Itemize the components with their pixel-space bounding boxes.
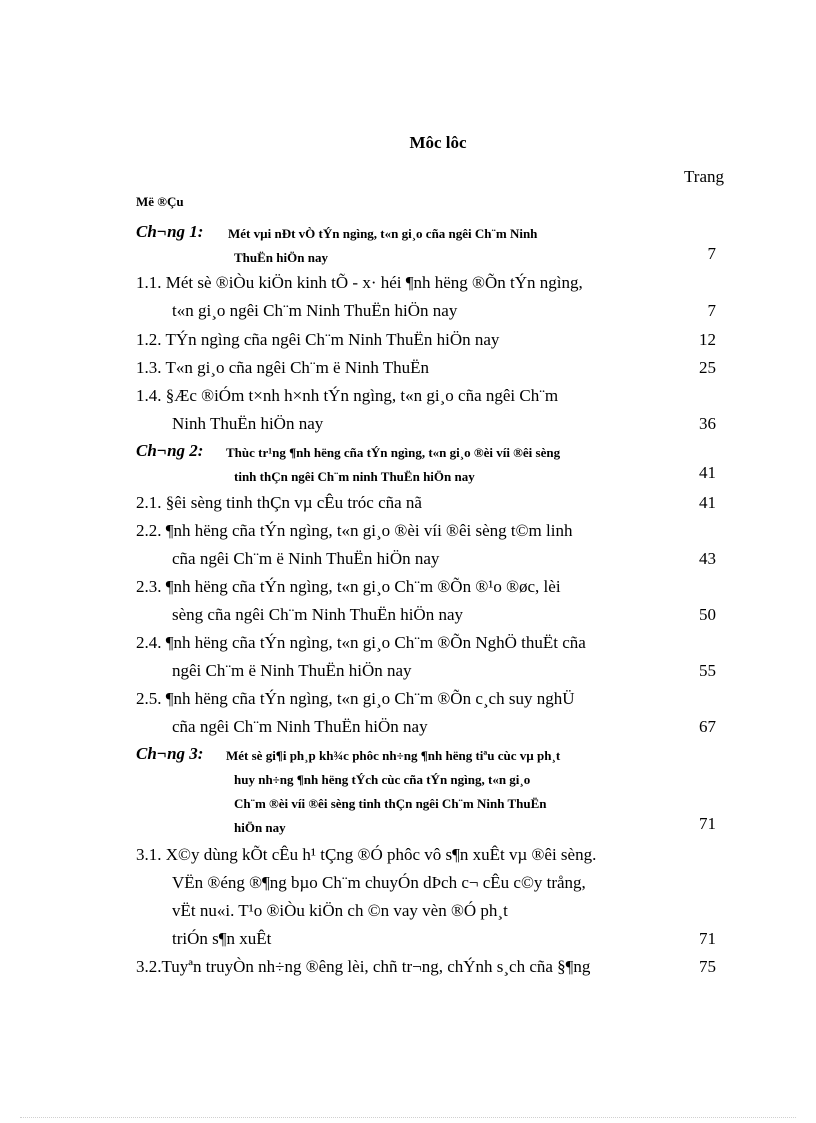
entry-text-line: ngêi Ch¨m ë Ninh ThuËn hiÖn nay — [172, 661, 412, 680]
chapter-title-line: Mét sè gi¶i ph¸p kh¾c phôc nh÷ng ¶nh hëng tiªu cùc vµ ph¸t — [226, 748, 561, 763]
entry-text-line: cña ngêi Ch¨m Ninh ThuËn hiÖn nay — [172, 717, 428, 736]
entry-text-line: 2.4. ¶nh hëng cña tÝn ngìng, t«n gi¸o Ch¨m ®Õn NghÖ thuËt cña — [136, 633, 586, 652]
page-number: 41 — [699, 493, 716, 512]
toc-entry-2-5 — [136, 685, 716, 741]
toc-entry-2-2 — [136, 517, 716, 573]
page-number: 36 — [699, 414, 716, 433]
page-number: 67 — [699, 717, 716, 736]
toc-entry-2-4 — [136, 629, 716, 685]
toc-entry-1-3 — [136, 354, 716, 382]
page-number: 71 — [699, 814, 716, 833]
toc-title: Môc lôc — [409, 133, 467, 152]
page-bottom-divider — [20, 1117, 796, 1118]
entry-text-line: cña ngêi Ch¨m ë Ninh ThuËn hiÖn nay — [172, 549, 440, 568]
entry-text-line: 1.2. TÝn ngìng cña ngêi Ch¨m Ninh ThuËn hiÖn nay — [136, 330, 500, 349]
page-number: 71 — [699, 929, 716, 948]
chapter-title-line: tinh thÇn ngêi Ch¨m ninh ThuËn hiÖn nay — [234, 469, 475, 484]
chapter-title-line: huy nh÷ng ¶nh hëng tÝch cùc cña tÝn ngìng, t«n gi¸o — [234, 772, 531, 787]
toc-entry-1-4 — [136, 382, 716, 438]
page-number: 12 — [699, 330, 716, 349]
entry-text-line: 2.2. ¶nh hëng cña tÝn ngìng, t«n gi¸o ®èi víi ®êi sèng t©m linh — [136, 521, 573, 540]
chapter-title-line: Mét vµi nÐt vÒ tÝn ngìng, t«n gi¸o cña ngêi Ch¨m Ninh — [228, 226, 538, 241]
chapter-title-line: ThuËn hiÖn nay — [234, 250, 328, 265]
page-number: 41 — [699, 463, 716, 482]
entry-text-line: 3.2.Tuyªn truyÒn nh÷ng ®êng lèi, chñ tr¬ng, chÝnh s¸ch cña §¶ng — [136, 957, 591, 976]
chapter-title-line: hiÖn nay — [234, 820, 286, 835]
chapter-label: Ch¬ng 2: — [136, 441, 204, 460]
toc-intro-entry: Më ®Çu — [136, 194, 184, 209]
entry-text-line: 3.1. X©y dùng kÕt cÊu h¹ tÇng ®Ó phôc vô s¶n xuÊt vµ ®êi sèng. — [136, 845, 597, 864]
page-number: 7 — [707, 244, 716, 263]
entry-text-line: 1.1. Mét sè ®iÒu kiÖn kinh tÕ - x· héi ¶nh hëng ®Õn tÝn ngìng, — [136, 273, 583, 292]
toc-entry-3-2 — [136, 953, 716, 981]
page-number: 75 — [699, 957, 716, 976]
entry-text-line: 1.3. T«n gi¸o cña ngêi Ch¨m ë Ninh ThuËn — [136, 358, 430, 377]
toc-chapter-1 — [136, 222, 716, 276]
toc-entry-2-3 — [136, 573, 716, 629]
page-number: 55 — [699, 661, 716, 680]
entry-text-line: 2.1. §êi sèng tinh thÇn vµ cÊu tróc cña nã — [136, 493, 422, 512]
page-number: 50 — [699, 605, 716, 624]
entry-text-line: sèng cña ngêi Ch¨m Ninh ThuËn hiÖn nay — [172, 605, 464, 624]
chapter-title-line: Thùc tr¹ng ¶nh hëng cña tÝn ngìng, t«n gi¸o ®èi víi ®êi sèng — [226, 445, 561, 460]
chapter-label: Ch¬ng 3: — [136, 744, 204, 763]
entry-text-line: t«n gi¸o ngêi Ch¨m Ninh ThuËn hiÖn nay — [172, 301, 458, 320]
toc-chapter-2 — [136, 441, 716, 493]
entry-text-line: 2.3. ¶nh hëng cña tÝn ngìng, t«n gi¸o Ch¨m ®Õn ®¹o ®øc, lèi — [136, 577, 561, 596]
chapter-label: Ch¬ng 1: — [136, 222, 204, 241]
page-number: 25 — [699, 358, 716, 377]
toc-entry-3-1 — [136, 841, 716, 953]
page-number: 7 — [707, 301, 716, 320]
entry-text-line: 1.4. §Æc ®iÓm t×nh h×nh tÝn ngìng, t«n gi¸o cña ngêi Ch¨m — [136, 386, 559, 405]
toc-entry-2-1 — [136, 489, 716, 517]
chapter-title-line: Ch¨m ®èi víi ®êi sèng tinh thÇn ngêi Ch¨m Ninh ThuËn — [234, 796, 547, 811]
entry-text-line: VËn ®éng ®¶ng bµo Ch¨m chuyÓn dÞch c¬ cÊu c©y trång, — [172, 873, 586, 892]
entry-text-line: 2.5. ¶nh hëng cña tÝn ngìng, t«n gi¸o Ch¨m ®Õn c¸ch suy nghÜ — [136, 689, 575, 708]
page-number: 43 — [699, 549, 716, 568]
entry-text-line: triÓn s¶n xuÊt — [172, 929, 272, 948]
toc-entry-1-2 — [136, 326, 716, 354]
toc-chapter-3 — [136, 744, 716, 844]
page-column-header: Trang — [684, 167, 724, 186]
toc-entry-1-1 — [136, 269, 716, 325]
entry-text-line: vËt nu«i. T¹o ®iÒu kiÖn ch ©n vay vèn ®Ó ph¸t — [172, 901, 508, 920]
entry-text-line: Ninh ThuËn hiÖn nay — [172, 414, 324, 433]
